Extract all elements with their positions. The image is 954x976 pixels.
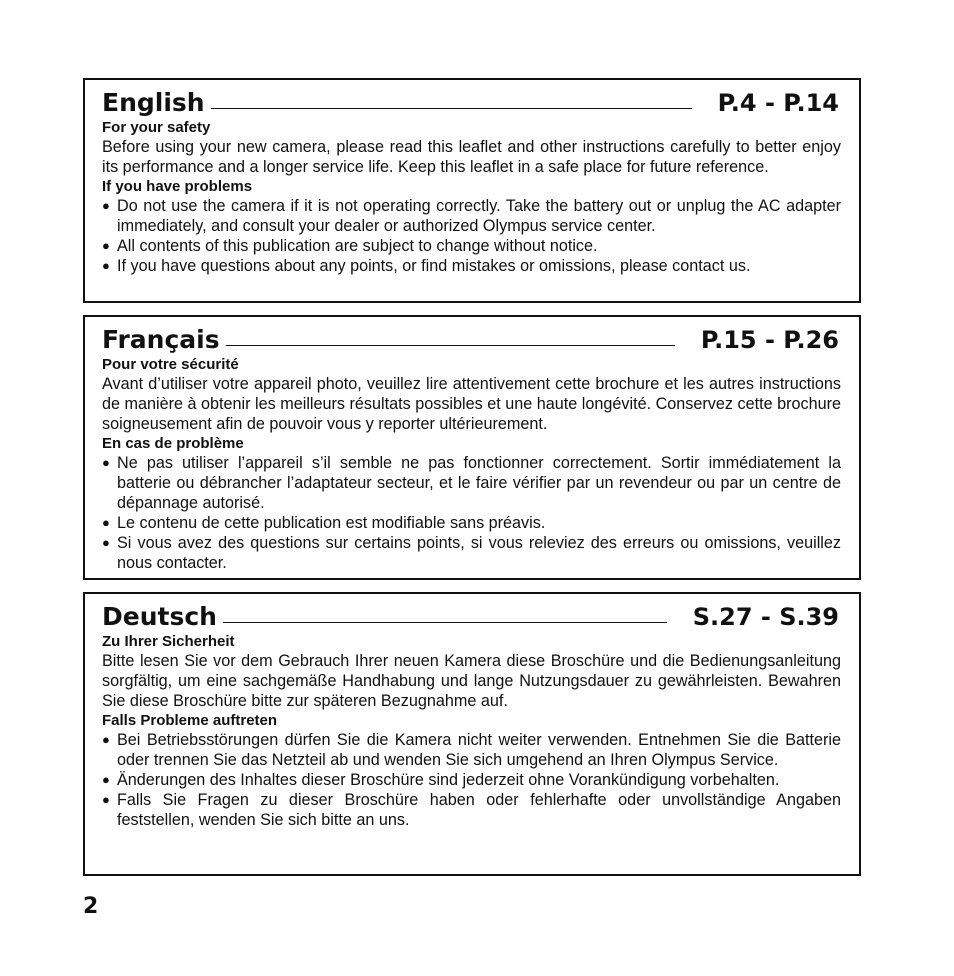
bullet-icon: ●: [102, 772, 110, 787]
bullet-icon: ●: [102, 238, 110, 253]
english-language-title: English: [102, 88, 205, 117]
deutsch-bullet-2: Änderungen des Inhaltes dieser Broschüre sind jederzeit ohne Vorankündigung vorbehalten.: [117, 771, 780, 789]
francais-bullet-3: Si vous avez des questions sur certains points, si vous releviez des erreurs ou omissions, veuillez nous contacter.: [117, 534, 841, 572]
list-item: [102, 256, 841, 276]
francais-safety-heading: Pour votre sécurité: [102, 356, 239, 373]
bullet-icon: ●: [102, 198, 110, 213]
francais-header: [102, 323, 841, 353]
bullet-icon: ●: [102, 515, 110, 530]
english-header: [102, 86, 841, 116]
bullet-icon: ●: [102, 455, 110, 470]
english-safety-text: Before using your new camera, please read this leaflet and other instructions carefully to better enjoy its performance and a longer service life. Keep this leaflet in a safe place for future reference.: [102, 138, 841, 176]
english-bullet-3: If you have questions about any points, or find mistakes or omissions, please contact us.: [117, 257, 751, 275]
bullet-icon: ●: [102, 258, 110, 273]
english-bullet-list: [102, 196, 841, 276]
francais-section: [83, 315, 861, 580]
francais-page-range: P.15 - P.26: [700, 326, 839, 354]
english-bullet-2: All contents of this publication are subject to change without notice.: [117, 237, 598, 255]
deutsch-safety-heading: Zu Ihrer Sicherheit: [102, 633, 235, 650]
deutsch-bullet-list: [102, 730, 841, 830]
list-item: [102, 513, 841, 533]
list-item: [102, 533, 841, 573]
deutsch-language-title: Deutsch: [102, 602, 217, 631]
francais-header-rule: [226, 345, 675, 346]
deutsch-problems-heading: Falls Probleme auftreten: [102, 712, 278, 729]
francais-problems-heading: En cas de problème: [102, 435, 244, 452]
english-section: [83, 78, 861, 303]
francais-bullet-1: Ne pas utiliser l’appareil s’il semble ne pas fonctionner correctement. Sortir immédiatement la batterie ou débrancher l’adaptateur secteur, et le faire vérifier par un revendeur ou par un centre de dépannage autorisé.: [117, 454, 841, 512]
deutsch-bullet-3: Falls Sie Fragen zu dieser Broschüre haben oder fehlerhafte oder unvollständige Angaben feststellen, wenden Sie sich bitte an uns.: [117, 791, 841, 829]
english-safety-heading: For your safety: [102, 119, 211, 136]
deutsch-bullet-1: Bei Betriebsstörungen dürfen Sie die Kamera nicht weiter verwenden. Entnehmen Sie die Batterie oder trennen Sie das Netzteil ab und wenden Sie sich umgehend an Ihren Olympus Service.: [117, 731, 841, 769]
page-number: 2: [83, 894, 99, 919]
deutsch-page-range: S.27 - S.39: [692, 603, 839, 631]
english-bullet-1: Do not use the camera if it is not operating correctly. Take the battery out or unplug the AC adapter immediately, and consult your dealer or authorized Olympus service center.: [117, 197, 841, 235]
list-item: [102, 196, 841, 236]
bullet-icon: ●: [102, 792, 110, 807]
list-item: [102, 453, 841, 513]
english-page-range: P.4 - P.14: [717, 89, 839, 117]
english-header-rule: [211, 108, 692, 109]
francais-safety-text: Avant d’utiliser votre appareil photo, veuillez lire attentivement cette brochure et les autres instructions de manière à obtenir les meilleurs résultats possibles et une haute longévité. Conservez cette brochure soigneusement afin de pouvoir vous y reporter ultérieurement.: [102, 375, 841, 433]
list-item: [102, 730, 841, 770]
francais-bullet-2: Le contenu de cette publication est modifiable sans préavis.: [117, 514, 546, 532]
english-problems-heading: If you have problems: [102, 178, 253, 195]
list-item: [102, 236, 841, 256]
list-item: [102, 790, 841, 830]
francais-language-title: Français: [102, 325, 220, 354]
deutsch-section: [83, 592, 861, 876]
bullet-icon: ●: [102, 732, 110, 747]
deutsch-header-rule: [223, 622, 667, 623]
francais-bullet-list: [102, 453, 841, 573]
list-item: [102, 770, 841, 790]
bullet-icon: ●: [102, 535, 110, 550]
deutsch-safety-text: Bitte lesen Sie vor dem Gebrauch Ihrer neuen Kamera diese Broschüre und die Bedienungsanleitung sorgfältig, um eine sachgemäße Handhabung und lange Nutzungsdauer zu gewährleisten. Bewahren Sie diese Broschüre bitte zur späteren Bezugnahme auf.: [102, 652, 841, 710]
deutsch-header: [102, 600, 841, 630]
